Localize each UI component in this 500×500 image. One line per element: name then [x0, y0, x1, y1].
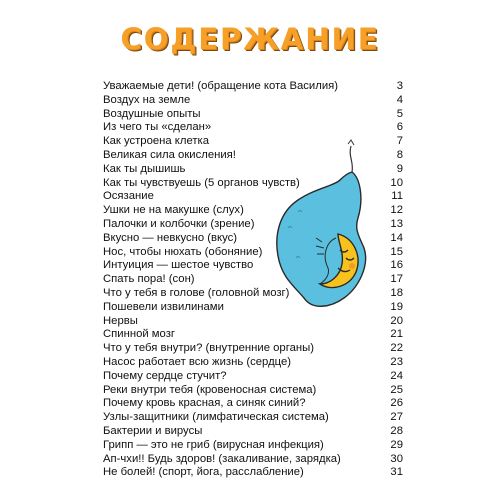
toc-entry-page: 28: [390, 424, 403, 437]
toc-entry: [103, 425, 403, 439]
toc-entry: [103, 121, 403, 135]
toc-entry-title: Что у тебя внутри? (внутренние органы): [103, 342, 314, 355]
toc-entry-title: Ушки не на макушке (слух): [103, 204, 244, 217]
toc-entry-page: 3: [396, 80, 403, 92]
toc-entry: [103, 80, 403, 94]
toc-entry: [103, 328, 403, 342]
toc-entry-title: Бактерии и вирусы: [103, 424, 203, 437]
toc-entry: [103, 232, 403, 246]
toc-entry-title: Почему сердце стучит?: [103, 369, 227, 382]
toc-entry-page: 16: [390, 259, 403, 272]
toc-entry-title: Интуиция — шестое чувство: [103, 259, 254, 272]
toc-entry-page: 14: [390, 231, 403, 244]
toc-entry: [103, 135, 403, 149]
toc-entry-title: Великая сила окисления!: [103, 148, 236, 161]
toc-entry: [103, 370, 403, 384]
toc-entry-page: 9: [396, 162, 403, 175]
toc-entry-title: Как ты дышишь: [103, 162, 186, 175]
toc-entry: [103, 439, 403, 453]
toc-entry: [103, 259, 403, 273]
toc-entry-page: 22: [390, 342, 403, 355]
toc-entry: [103, 397, 403, 411]
toc-entry-title: Воздушные опыты: [103, 107, 201, 120]
toc-entry: [103, 149, 403, 163]
toc-entry-title: Воздух на земле: [103, 93, 191, 106]
toc-entry: [103, 356, 403, 370]
toc-entry-title: Палочки и колбочки (зрение): [103, 217, 255, 230]
toc-entry-title: Не болей! (спорт, йога, расслабление): [103, 466, 304, 479]
toc-entry-page: 6: [396, 121, 403, 134]
toc-entry: [103, 218, 403, 232]
toc-entry: [103, 466, 403, 480]
toc-entry-title: Пошевели извилинами: [103, 300, 224, 313]
toc-entry-title: Ап-чхи!! Будь здоров! (закаливание, зарядка): [103, 452, 341, 465]
toc-entry-title: Как устроена клетка: [103, 135, 210, 148]
toc-entry-title: Спать пора! (сон): [103, 273, 195, 286]
toc-entry-page: 21: [390, 328, 403, 341]
toc-entry-title: Почему кровь красная, а синяк синий?: [103, 397, 306, 410]
toc-entry-page: 15: [390, 245, 403, 258]
toc-entry-title: Насос работает всю жизнь (сердце): [103, 355, 292, 368]
toc-entry-title: Спинной мозг: [103, 328, 176, 341]
toc-entry-page: 7: [396, 135, 403, 148]
toc-entry-page: 27: [390, 411, 403, 424]
toc-entry-page: 29: [390, 438, 403, 451]
toc-entry: [103, 177, 403, 191]
toc-entry: [103, 384, 403, 398]
toc-entry-title: Реки внутри тебя (кровеносная система): [103, 383, 317, 396]
toc-entry-page: 24: [390, 369, 403, 382]
toc-entry: [103, 273, 403, 287]
toc-entry-title: Грипп — это не гриб (вирусная инфекция): [103, 438, 324, 451]
toc-entry-title: Из чего ты «сделан»: [103, 121, 212, 134]
toc-entry: [103, 163, 403, 177]
toc-entry-page: 23: [390, 355, 403, 368]
toc-entry: [103, 287, 403, 301]
toc-entry: [103, 204, 403, 218]
toc-entry-page: 4: [396, 93, 403, 106]
toc-entry-page: 8: [396, 148, 403, 161]
toc-entry: [103, 190, 403, 204]
toc-entry-title: Осязание: [103, 190, 154, 203]
toc-entry-page: 13: [390, 217, 403, 230]
toc-entry-page: 31: [390, 466, 403, 479]
toc-entry-page: 25: [390, 383, 403, 396]
toc-entry: [103, 411, 403, 425]
toc-entry-title: Вкусно — невкусно (вкус): [103, 231, 238, 244]
toc-entry-title: Уважаемые дети! (обращение кота Василия): [103, 80, 339, 92]
toc-entry-title: Что у тебя в голове (головной мозг): [103, 286, 290, 299]
toc-entry: [103, 453, 403, 467]
toc-entry-page: 20: [390, 314, 403, 327]
toc-entry-page: 17: [390, 273, 403, 286]
toc-entry-page: 26: [390, 397, 403, 410]
table-of-contents: [103, 80, 403, 480]
toc-entry: [103, 315, 403, 329]
toc-entry: [103, 301, 403, 315]
toc-entry-title: Как ты чувствуешь (5 органов чувств): [103, 176, 300, 189]
toc-entry: [103, 246, 403, 260]
toc-entry-page: 12: [390, 204, 403, 217]
toc-entry-page: 11: [391, 190, 403, 203]
toc-entry-page: 10: [390, 176, 403, 189]
toc-entry-title: Нос, чтобы нюхать (обоняние): [103, 245, 263, 258]
toc-entry-page: 30: [390, 452, 403, 465]
toc-entry: [103, 94, 403, 108]
toc-entry-page: 18: [390, 286, 403, 299]
toc-entry-page: 5: [396, 107, 403, 120]
toc-entry-page: 19: [390, 300, 403, 313]
toc-entry-title: Узлы-защитники (лимфатическая система): [103, 411, 329, 424]
toc-entry: [103, 342, 403, 356]
toc-entry-title: Нервы: [103, 314, 138, 327]
toc-entry: [103, 108, 403, 122]
page-title: СОДЕРЖАНИЕ: [120, 22, 380, 56]
